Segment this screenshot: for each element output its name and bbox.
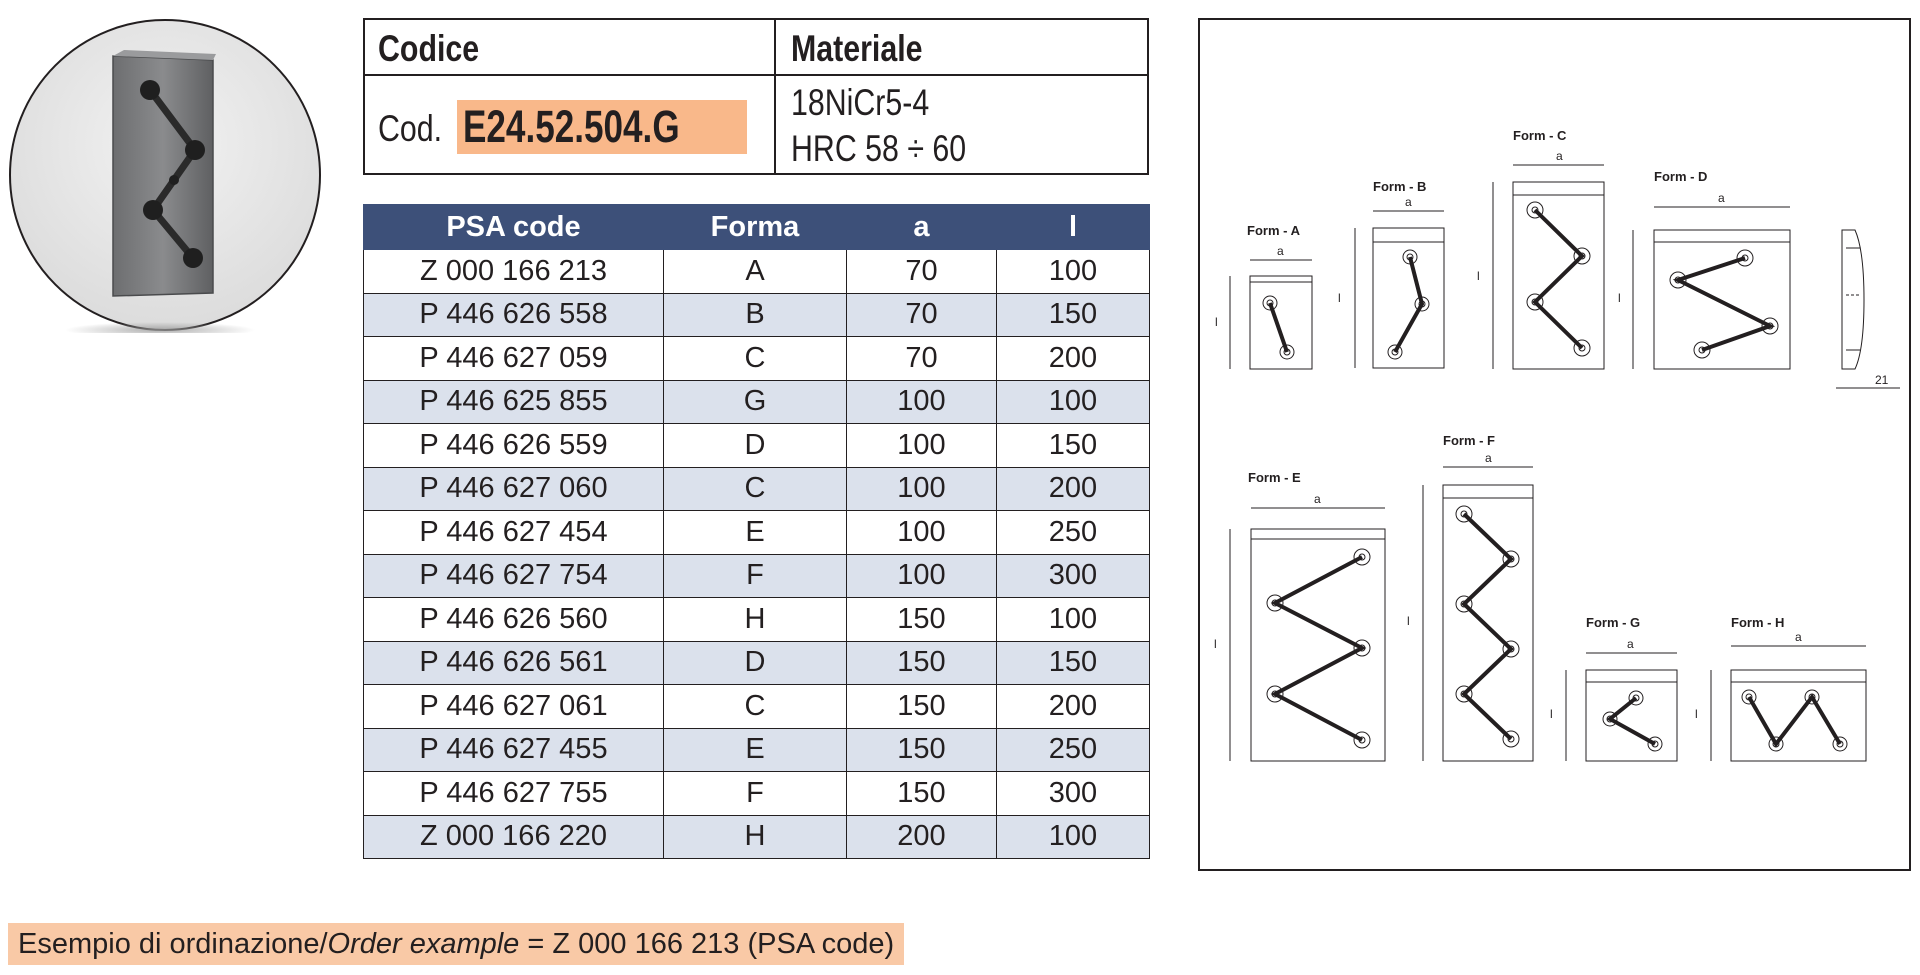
form-h-dim-a: a xyxy=(1795,630,1802,644)
a-cell: 200 xyxy=(847,815,997,859)
forma-cell: D xyxy=(664,424,847,468)
code-prefix: Cod. xyxy=(378,108,443,149)
form-g-dim-a: a xyxy=(1627,637,1634,651)
form-c-drawing xyxy=(1477,128,1604,369)
table-row xyxy=(364,293,1150,337)
psa-code-cell: Z 000 166 213 xyxy=(364,250,664,294)
form-g-dim-l: l xyxy=(1550,707,1553,721)
form-f-dim-l: l xyxy=(1407,614,1410,628)
psa-code-cell: P 446 625 855 xyxy=(364,380,664,424)
form-b-drawing xyxy=(1338,179,1444,368)
form-e-dim-a: a xyxy=(1314,492,1321,506)
product-photo xyxy=(8,18,323,333)
psa-code-cell: P 446 627 455 xyxy=(364,728,664,772)
forma-cell: C xyxy=(664,337,847,381)
table-row xyxy=(364,337,1150,381)
form-g-drawing xyxy=(1550,615,1677,761)
l-cell: 100 xyxy=(997,598,1150,642)
order-example-prefix: Esempio di ordinazione/ xyxy=(18,928,328,960)
l-cell: 200 xyxy=(997,467,1150,511)
l-cell: 100 xyxy=(997,815,1150,859)
table-row xyxy=(364,467,1150,511)
forma-cell: B xyxy=(664,293,847,337)
order-example-italic: Order example xyxy=(327,928,520,960)
psa-code-cell: P 446 626 558 xyxy=(364,293,664,337)
forma-cell: C xyxy=(664,467,847,511)
l-cell: 250 xyxy=(997,728,1150,772)
a-cell: 70 xyxy=(847,293,997,337)
form-d-label: Form - D xyxy=(1654,169,1708,184)
forma-cell: H xyxy=(664,598,847,642)
table-row xyxy=(364,554,1150,598)
technical-drawings-panel xyxy=(1198,18,1911,871)
form-a-label: Form - A xyxy=(1247,223,1300,238)
form-e-label: Form - E xyxy=(1248,470,1301,485)
form-a-dim-a: a xyxy=(1277,244,1284,258)
table-row xyxy=(364,250,1150,294)
form-f-dim-a: a xyxy=(1485,451,1492,465)
form-a-dim-l: l xyxy=(1215,315,1218,329)
col-psa-code: PSA code xyxy=(364,205,664,250)
table-row xyxy=(364,424,1150,468)
psa-code-cell: Z 000 166 220 xyxy=(364,815,664,859)
psa-code-cell: P 446 627 060 xyxy=(364,467,664,511)
form-d-dim-l: l xyxy=(1618,291,1621,305)
order-example-value: = Z 000 166 213 (PSA code) xyxy=(519,928,895,960)
psa-code-table xyxy=(363,204,1150,859)
form-g-label: Form - G xyxy=(1586,615,1641,630)
form-f-drawing xyxy=(1407,433,1533,761)
table-row xyxy=(364,641,1150,685)
col-l: l xyxy=(997,205,1150,250)
a-cell: 100 xyxy=(847,380,997,424)
forma-cell: A xyxy=(664,250,847,294)
l-cell: 150 xyxy=(997,641,1150,685)
l-cell: 150 xyxy=(997,293,1150,337)
forma-cell: C xyxy=(664,685,847,729)
form-b-dim-l: l xyxy=(1338,291,1341,305)
psa-code-cell: P 446 626 560 xyxy=(364,598,664,642)
psa-code-cell: P 446 627 454 xyxy=(364,511,664,555)
material-hardness: HRC 58 ÷ 60 xyxy=(791,128,967,169)
forma-cell: E xyxy=(664,511,847,555)
table-header-row xyxy=(364,205,1150,250)
l-cell: 200 xyxy=(997,337,1150,381)
table-row xyxy=(364,511,1150,555)
form-d-drawing xyxy=(1618,169,1790,369)
a-cell: 150 xyxy=(847,641,997,685)
a-cell: 150 xyxy=(847,772,997,816)
a-cell: 100 xyxy=(847,554,997,598)
l-cell: 250 xyxy=(997,511,1150,555)
form-c-label: Form - C xyxy=(1513,128,1567,143)
form-e-dim-l: l xyxy=(1214,637,1217,651)
col-forma: Forma xyxy=(664,205,847,250)
forma-cell: H xyxy=(664,815,847,859)
product-code xyxy=(457,100,747,154)
material-grade: 18NiCr5-4 xyxy=(791,82,930,123)
l-cell: 200 xyxy=(997,685,1150,729)
l-cell: 100 xyxy=(997,250,1150,294)
a-cell: 70 xyxy=(847,337,997,381)
table-row xyxy=(364,815,1150,859)
material-heading: Materiale xyxy=(791,28,923,69)
forma-cell: G xyxy=(664,380,847,424)
form-a-drawing xyxy=(1215,223,1312,369)
form-e-drawing xyxy=(1214,470,1385,761)
form-f-label: Form - F xyxy=(1443,433,1495,448)
form-c-dim-l: l xyxy=(1477,269,1480,283)
product-code-text: E24.52.504.G xyxy=(463,101,680,152)
a-cell: 100 xyxy=(847,424,997,468)
form-d-dim-a: a xyxy=(1718,191,1725,205)
form-b-dim-a: a xyxy=(1405,195,1412,209)
form-h-dim-l: l xyxy=(1695,707,1698,721)
form-b-label: Form - B xyxy=(1373,179,1427,194)
table-row xyxy=(364,380,1150,424)
order-example xyxy=(8,923,904,965)
forma-cell: F xyxy=(664,772,847,816)
a-cell: 150 xyxy=(847,685,997,729)
forma-cell: D xyxy=(664,641,847,685)
a-cell: 150 xyxy=(847,598,997,642)
psa-code-cell: P 446 627 754 xyxy=(364,554,664,598)
forma-cell: F xyxy=(664,554,847,598)
table-row xyxy=(364,772,1150,816)
l-cell: 150 xyxy=(997,424,1150,468)
form-h-drawing xyxy=(1695,615,1866,761)
code-material-table xyxy=(363,18,1149,175)
side-view-drawing xyxy=(1836,230,1900,388)
psa-code-cell: P 446 626 559 xyxy=(364,424,664,468)
a-cell: 100 xyxy=(847,511,997,555)
code-heading: Codice xyxy=(378,28,480,69)
form-c-dim-a: a xyxy=(1556,149,1563,163)
a-cell: 150 xyxy=(847,728,997,772)
thickness-dim: 21 xyxy=(1875,373,1889,387)
form-h-label: Form - H xyxy=(1731,615,1785,630)
a-cell: 70 xyxy=(847,250,997,294)
col-a: a xyxy=(847,205,997,250)
psa-code-cell: P 446 626 561 xyxy=(364,641,664,685)
forma-cell: E xyxy=(664,728,847,772)
l-cell: 300 xyxy=(997,554,1150,598)
table-row xyxy=(364,685,1150,729)
psa-code-cell: P 446 627 059 xyxy=(364,337,664,381)
table-row xyxy=(364,598,1150,642)
l-cell: 100 xyxy=(997,380,1150,424)
l-cell: 300 xyxy=(997,772,1150,816)
a-cell: 100 xyxy=(847,467,997,511)
psa-code-cell: P 446 627 061 xyxy=(364,685,664,729)
psa-code-cell: P 446 627 755 xyxy=(364,772,664,816)
table-row xyxy=(364,728,1150,772)
